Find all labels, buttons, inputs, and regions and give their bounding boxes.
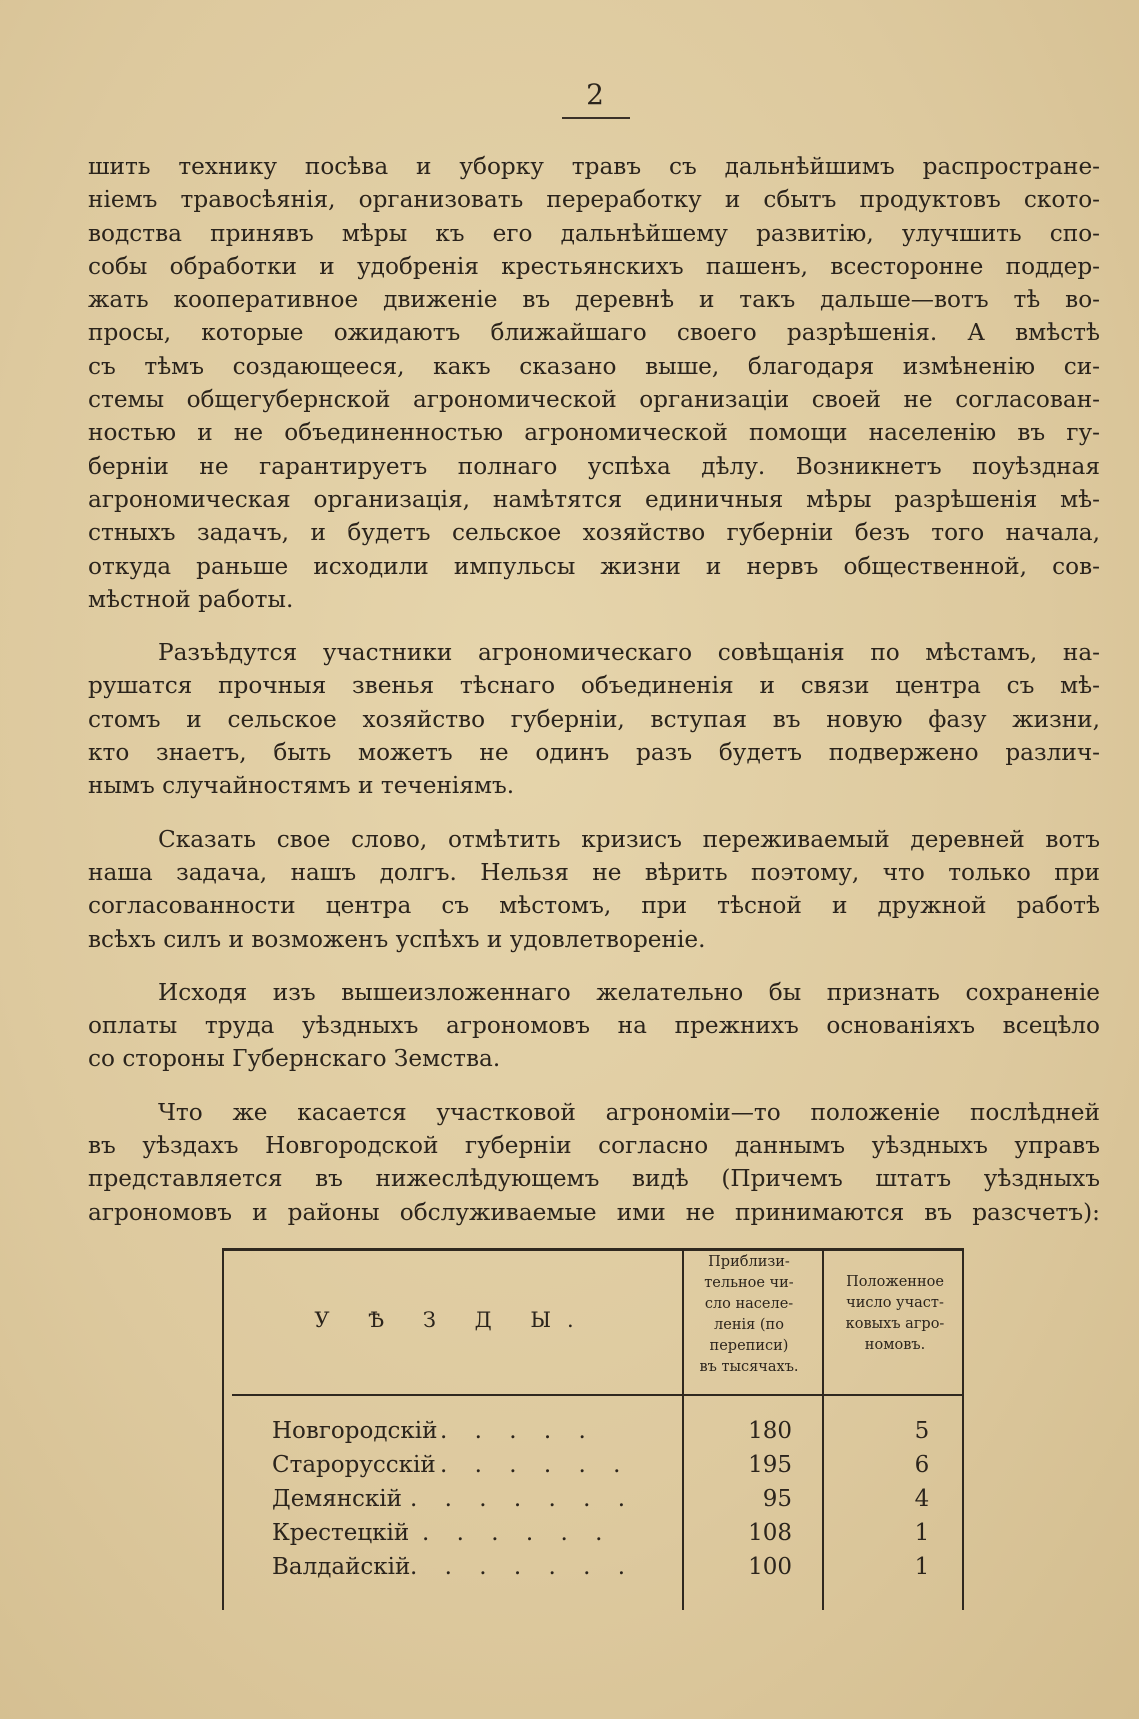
- header-line: ленія (по: [714, 1317, 784, 1333]
- text-line: съ тѣмъ создающееся, какъ сказано выше, благодаря измѣненію си-: [88, 352, 1100, 380]
- text-line: собы обработки и удобренія крестьянскихъ пашенъ, всесторонне поддер-: [88, 252, 1100, 280]
- row-name: Старорусскій: [272, 1452, 436, 1478]
- row-population: 95: [762, 1486, 792, 1512]
- row-name: Крестецкій: [272, 1520, 410, 1546]
- body-text: [88, 150, 1100, 1249]
- text-line: стныхъ задачъ, и будетъ сельское хозяйство губерніи безъ того начала,: [88, 519, 1100, 547]
- paragraph-4: [88, 976, 1100, 1076]
- text-line: со стороны Губернскаго Земства.: [88, 1045, 501, 1073]
- header-agronomists: [826, 1272, 964, 1356]
- row-agronomists: 6: [914, 1452, 930, 1478]
- text-line: представляется въ нижеслѣдующемъ видѣ (Причемъ штатъ уѣздныхъ: [88, 1165, 1100, 1193]
- text-line: Разъѣдутся участники агрономическаго совѣщанія по мѣстамъ, на-: [158, 639, 1100, 667]
- table-row: [222, 1418, 964, 1452]
- row-leader-dots: . . . . .: [440, 1418, 596, 1444]
- header-line: Положенное: [846, 1274, 944, 1290]
- row-agronomists: 5: [914, 1418, 930, 1444]
- row-name: Новгородскій: [272, 1418, 438, 1444]
- table-row: [222, 1452, 964, 1486]
- text-line: всѣхъ силъ и возможенъ успѣхъ и удовлетвореніе.: [88, 925, 706, 953]
- text-line: рушатся прочныя звенья тѣснаго объединенія и связи центра съ мѣ-: [88, 672, 1100, 700]
- header-population: [684, 1252, 814, 1378]
- paragraph-3: [88, 823, 1100, 956]
- header-line: тельное чи-: [704, 1275, 794, 1291]
- header-line: ковыхъ агро-: [845, 1316, 945, 1332]
- text-line: водства принявъ мѣры къ его дальнѣйшему развитію, улучшить спо-: [88, 219, 1100, 247]
- table-top-rule: [222, 1248, 964, 1251]
- row-name: Демянскій: [272, 1486, 402, 1512]
- text-line: шить технику посѣва и уборку травъ съ дальнѣйшимъ распростране-: [88, 153, 1100, 180]
- text-line: Что же касается участковой агрономіи—то положеніе послѣдней: [158, 1098, 1100, 1126]
- text-line: просы, которые ожидаютъ ближайшаго своего разрѣшенія. А вмѣстѣ: [88, 319, 1100, 347]
- header-line: Приблизи-: [708, 1254, 790, 1270]
- row-population: 195: [748, 1452, 792, 1478]
- row-name: Валдайскій: [272, 1554, 411, 1580]
- text-line: въ уѣздахъ Новгородской губерніи согласно даннымъ уѣздныхъ управъ: [88, 1132, 1100, 1160]
- text-line: агрономическая организація, намѣтятся единичныя мѣры разрѣшенія мѣ-: [88, 485, 1100, 513]
- paragraph-5: [88, 1096, 1100, 1229]
- text-line: стемы общегубернской агрономической организаціи своей не согласован-: [88, 386, 1100, 414]
- table-row: [222, 1554, 964, 1588]
- text-line: ностью и не объединенностью агрономической помощи населенію въ гу-: [88, 419, 1100, 447]
- header-line: переписи): [709, 1338, 789, 1354]
- table-row: [222, 1486, 964, 1520]
- text-line: нымъ случайностямъ и теченіямъ.: [88, 772, 515, 800]
- page-number-underline: [562, 117, 630, 119]
- row-leader-dots: . . . . . .: [422, 1520, 613, 1546]
- header-line: номовъ.: [864, 1337, 926, 1353]
- text-line: кто знаетъ, быть можетъ не одинъ разъ будетъ подвержено различ-: [88, 739, 1100, 767]
- text-line: согласованности центра съ мѣстомъ, при тѣсной и дружной работѣ: [88, 892, 1100, 920]
- table-header-rule: [232, 1394, 964, 1396]
- text-line: жать кооперативное движеніе въ деревнѣ и такъ дальше—вотъ тѣ во-: [88, 286, 1100, 314]
- text-line: оплаты труда уѣздныхъ агрономовъ на прежнихъ основаніяхъ всецѣло: [88, 1012, 1100, 1040]
- text-line: мѣстной работы.: [88, 585, 294, 613]
- row-population: 100: [748, 1554, 792, 1580]
- text-line: откуда раньше исходили импульсы жизни и нервъ общественной, сов-: [88, 552, 1100, 580]
- header-uezdy: У Ѣ З Д Ы.: [314, 1308, 590, 1332]
- page-number: 2: [586, 78, 604, 111]
- header-line: сло населе-: [704, 1296, 794, 1312]
- header-line: въ тысячахъ.: [699, 1359, 799, 1375]
- row-population: 108: [748, 1520, 792, 1546]
- row-leader-dots: . . . . . . .: [410, 1486, 636, 1512]
- text-line: ніемъ травосѣянія, организовать переработку и сбытъ продуктовъ ското-: [88, 186, 1100, 214]
- agronomists-table: [222, 1248, 964, 1610]
- table-row: [222, 1520, 964, 1554]
- text-line: Сказать свое слово, отмѣтить кризисъ переживаемый деревней вотъ: [158, 825, 1100, 853]
- header-line: число участ-: [846, 1295, 944, 1311]
- paragraph-2: [88, 636, 1100, 802]
- row-leader-dots: . . . . . . .: [410, 1554, 636, 1580]
- text-line: агрономовъ и районы обслуживаемые ими не принимаются въ разсчетъ):: [88, 1198, 1100, 1226]
- row-agronomists: 1: [914, 1554, 930, 1580]
- row-population: 180: [748, 1418, 792, 1444]
- text-line: наша задача, нашъ долгъ. Нельзя не вѣрить поэтому, что только при: [88, 858, 1100, 886]
- row-leader-dots: . . . . . .: [440, 1452, 631, 1478]
- text-line: берніи не гарантируетъ полнаго успѣха дѣлу. Возникнетъ поуѣздная: [88, 452, 1100, 480]
- text-line: Исходя изъ вышеизложеннаго желательно бы признать сохраненіе: [158, 978, 1100, 1006]
- paragraph-1: [88, 150, 1100, 616]
- text-line: стомъ и сельское хозяйство губерніи, вступая въ новую фазу жизни,: [88, 705, 1100, 733]
- row-agronomists: 1: [914, 1520, 930, 1546]
- row-agronomists: 4: [914, 1486, 930, 1512]
